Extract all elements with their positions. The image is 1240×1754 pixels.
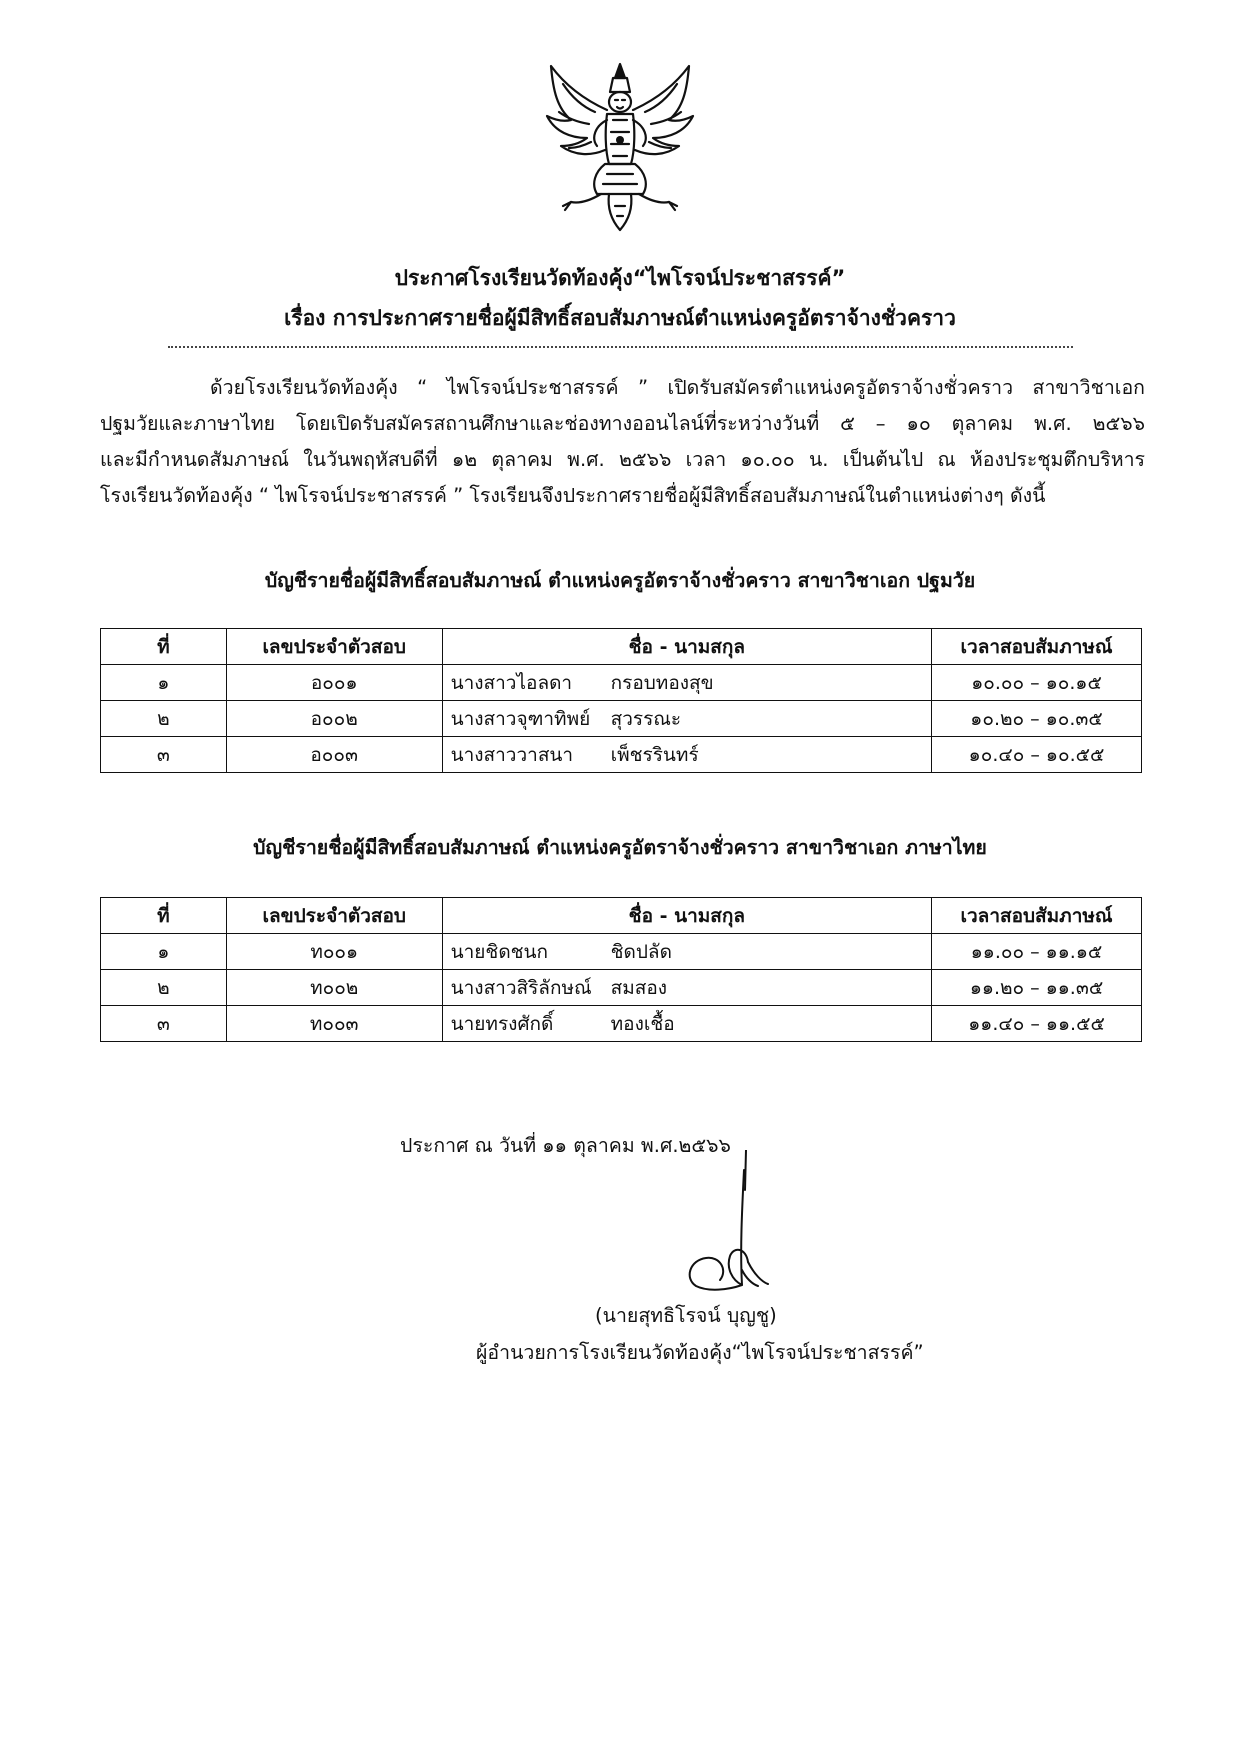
candidate-table-thai-language (100, 897, 1142, 1042)
table-header-row (101, 898, 1142, 934)
table-header-row (101, 629, 1142, 665)
row-number: ๒ (101, 701, 227, 737)
exam-id: อ๐๐๑ (226, 665, 442, 701)
first-name: นางสาวจุฑาทิพย์ (450, 707, 591, 730)
first-name: นางสาวสิริลักษณ์ (450, 976, 592, 999)
candidate-name (442, 737, 931, 773)
first-name: นายชิดชนก (450, 940, 549, 963)
announcement-title: ประกาศโรงเรียนวัดท้องคุ้ง“ไพโรจน์ประชาสรรค์” (394, 266, 846, 290)
row-number: ๓ (101, 737, 227, 773)
announcement-body (100, 370, 1145, 514)
exam-id: ท๐๐๑ (226, 934, 442, 970)
row-number: ๑ (101, 934, 227, 970)
column-header-no: ที่ (101, 629, 227, 665)
last-name: กรอบทองสุข (610, 671, 714, 694)
exam-id: อ๐๐๓ (226, 737, 442, 773)
column-header-name: ชื่อ - นามสกุล (442, 898, 931, 934)
body-line: ด้วยโรงเรียนวัดท้องคุ้ง “ ไพโรจน์ประชาสรรค์ ” เปิดรับสมัครตำแหน่งครูอัตราจ้างชั่วคราว สาขาวิชาเอก (210, 376, 1145, 399)
interview-time: ๑๐.๔๐ – ๑๐.๕๕ (932, 737, 1142, 773)
table-row (101, 737, 1142, 773)
interview-time: ๑๐.๐๐ – ๑๐.๑๕ (932, 665, 1142, 701)
table-row (101, 665, 1142, 701)
signer-title: ผู้อำนวยการโรงเรียนวัดท้องคุ้ง“ไพโรจน์ประชาสรรค์” (476, 1341, 924, 1364)
column-header-exam-id: เลขประจำตัวสอบ (226, 898, 442, 934)
last-name: สมสอง (610, 976, 668, 999)
candidate-name (442, 665, 931, 701)
candidate-name (442, 970, 931, 1006)
body-line: และมีกำหนดสัมภาษณ์ ในวันพฤหัสบดีที่ ๑๒ ตุลาคม พ.ศ. ๒๕๖๖ เวลา ๑๐.๐๐ น. เป็นต้นไป ณ ห้องประชุมตึกบริหาร (100, 448, 1145, 471)
last-name: สุวรรณะ (610, 707, 682, 730)
interview-time: ๑๑.๐๐ – ๑๑.๑๕ (932, 934, 1142, 970)
candidate-name (442, 701, 931, 737)
column-header-time: เวลาสอบสัมภาษณ์ (932, 629, 1142, 665)
column-header-exam-id: เลขประจำตัวสอบ (226, 629, 442, 665)
table-row (101, 1006, 1142, 1042)
interview-time: ๑๐.๒๐ – ๑๐.๓๕ (932, 701, 1142, 737)
row-number: ๓ (101, 1006, 227, 1042)
candidate-name (442, 1006, 931, 1042)
table-row (101, 970, 1142, 1006)
body-line: ปฐมวัยและภาษาไทย โดยเปิดรับสมัครสถานศึกษาและช่องทางออนไลน์ที่ระหว่างวันที่ ๕ – ๑๐ ตุลาคม พ.ศ. ๒๕๖๖ (100, 412, 1145, 435)
candidate-name (442, 934, 931, 970)
table-row (101, 701, 1142, 737)
column-header-time: เวลาสอบสัมภาษณ์ (932, 898, 1142, 934)
table-row (101, 934, 1142, 970)
signer-name: (นายสุทธิโรจน์ บุญชู) (595, 1304, 777, 1327)
candidate-table-early-childhood (100, 628, 1142, 773)
column-header-no: ที่ (101, 898, 227, 934)
last-name: ทองเชื้อ (610, 1012, 675, 1035)
first-name: นายทรงศักดิ์ (450, 1012, 554, 1035)
garuda-emblem-icon (535, 60, 705, 235)
first-name: นางสาวไอลดา (450, 671, 573, 694)
body-line: โรงเรียนวัดท้องคุ้ง “ ไพโรจน์ประชาสรรค์ ” โรงเรียนจึงประกาศรายชื่อผู้มีสิทธิ์สอบสัมภาษณ์ในตำแหน่งต่างๆ ดังนี้ (100, 484, 1046, 507)
exam-id: ท๐๐๓ (226, 1006, 442, 1042)
dotted-divider (168, 344, 1073, 348)
first-name: นางสาววาสนา (450, 743, 574, 766)
exam-id: อ๐๐๒ (226, 701, 442, 737)
signature-icon (668, 1150, 788, 1300)
column-header-name: ชื่อ - นามสกุล (442, 629, 931, 665)
last-name: ชิดปลัด (610, 940, 672, 963)
list-heading-early-childhood: บัญชีรายชื่อผู้มีสิทธิ์สอบสัมภาษณ์ ตำแหน่งครูอัตราจ้างชั่วคราว สาขาวิชาเอก ปฐมวัย (264, 569, 976, 592)
row-number: ๒ (101, 970, 227, 1006)
interview-time: ๑๑.๔๐ – ๑๑.๕๕ (932, 1006, 1142, 1042)
announcement-date: ประกาศ ณ วันที่ ๑๑ ตุลาคม พ.ศ.๒๕๖๖ (400, 1134, 731, 1157)
exam-id: ท๐๐๒ (226, 970, 442, 1006)
list-heading-thai-language: บัญชีรายชื่อผู้มีสิทธิ์สอบสัมภาษณ์ ตำแหน่งครูอัตราจ้างชั่วคราว สาขาวิชาเอก ภาษาไทย (253, 836, 987, 859)
row-number: ๑ (101, 665, 227, 701)
interview-time: ๑๑.๒๐ – ๑๑.๓๕ (932, 970, 1142, 1006)
announcement-subject: เรื่อง การประกาศรายชื่อผู้มีสิทธิ์สอบสัมภาษณ์ตำแหน่งครูอัตราจ้างชั่วคราว (284, 306, 956, 330)
last-name: เพ็ชรรินทร์ (610, 743, 699, 766)
